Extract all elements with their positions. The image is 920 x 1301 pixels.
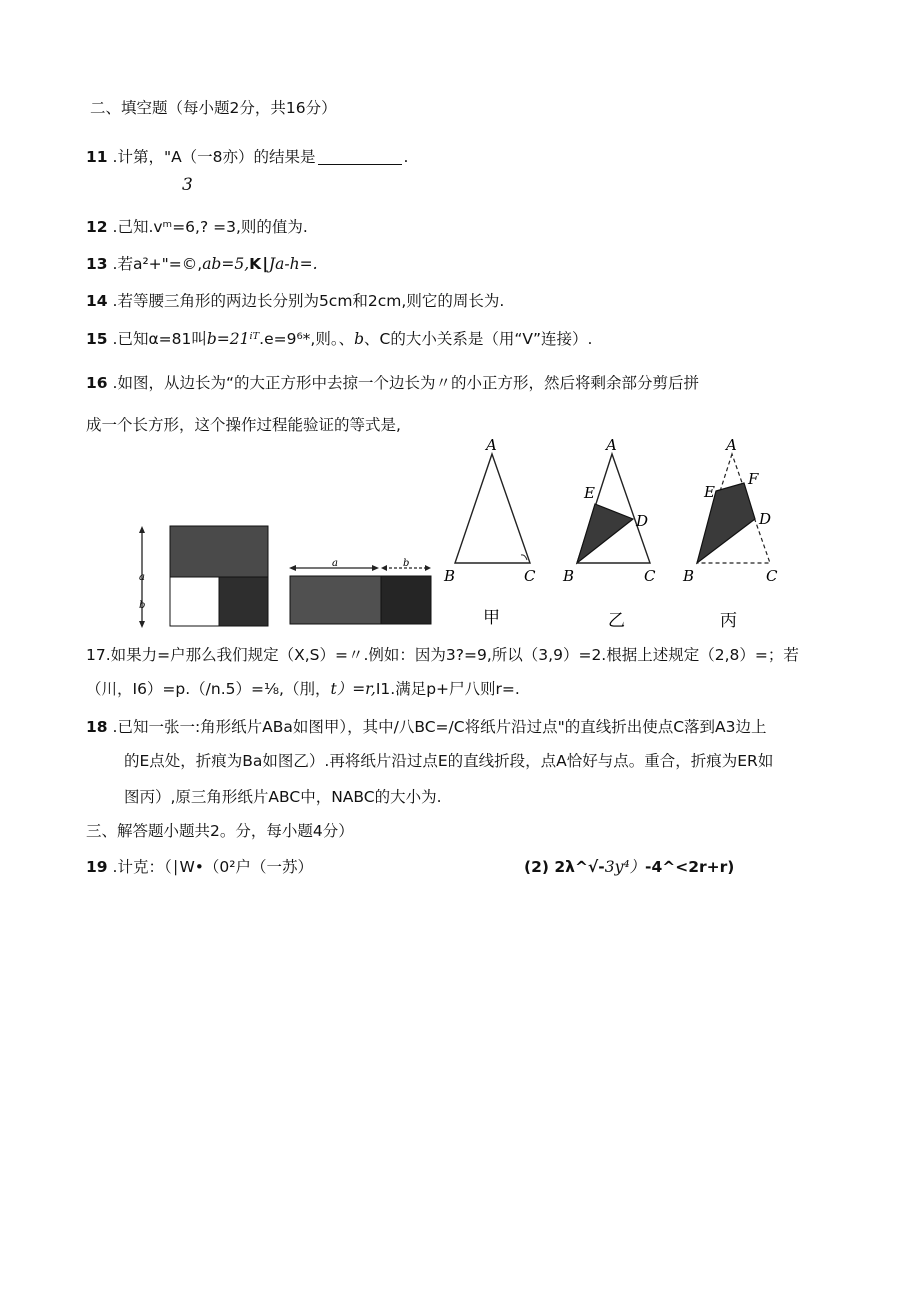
vertex-C: C: [524, 567, 536, 585]
question-number: 11: [86, 148, 108, 166]
svg-text:B: B: [683, 567, 695, 585]
svg-text:E: E: [584, 484, 595, 502]
vertex-B: B: [444, 567, 456, 585]
rect-part-b: [381, 576, 431, 624]
question-11-subscript: 3: [182, 175, 193, 195]
shaded-top-region: [170, 526, 268, 577]
svg-text:C: C: [766, 567, 778, 585]
rect-label-a: a: [332, 558, 338, 569]
question-13: 13 .若a²+"=©,ab=5,K∣Ja-h=.: [86, 255, 318, 273]
question-18-line3: 图丙）,原三角形纸片ABC中，NABC的大小为.: [124, 788, 442, 806]
triangle-jia: [440, 436, 560, 636]
rect-label-b: b: [403, 558, 410, 569]
question-17: 17.如果力=户那么我们规定（X,S）=〃.例如：因为3?=9,所以（3,9）=2.根据上述规定（2,8）=；若: [86, 646, 799, 664]
caption-bing: 丙: [720, 611, 737, 631]
side-label-a: a: [139, 572, 145, 583]
removed-small-square: [170, 577, 219, 626]
svg-text:C: C: [644, 567, 656, 585]
question-12: 12 .己知.vᵐ=6,? =3,则的值为.: [86, 218, 308, 236]
section-2-title: 二、填空题（每小题2分，共16分）: [90, 99, 337, 117]
shaded-bottom-region: [219, 577, 268, 626]
caption-yi: 乙: [608, 611, 625, 631]
answer-blank: [318, 164, 402, 165]
question-18-line2: 的E点处，折痕为Ba如图乙）.再将纸片沿过点E的直线折段，点A恰好与点。重合，折痕为ER如: [124, 752, 774, 770]
svg-text:D: D: [636, 512, 649, 530]
question-16-line2: 成一个长方形，这个操作过程能验证的等式是,: [86, 416, 401, 434]
question-15: 15 .已知α=81叫b=21ⁱᵀ.e=9⁶*,则。、b、C的大小关系是（用“V”连接）.: [86, 330, 593, 348]
rectangle-figure: [286, 556, 436, 628]
side-label-b: b: [139, 600, 146, 611]
svg-text:E: E: [704, 483, 715, 501]
question-11: 11 .计第，"A（一8亦）的结果是 .: [86, 148, 409, 166]
svg-text:A: A: [606, 436, 617, 454]
triangle-bing: [680, 436, 800, 636]
vertex-A: A: [486, 436, 497, 454]
triangle-yi: [560, 436, 680, 636]
caption-jia: 甲: [483, 608, 500, 628]
question-14: 14 .若等腰三角形的两边长分别为5cm和2cm,则它的周长为.: [86, 292, 505, 310]
question-17-line2: （川，I6）=p.（/n.5）=⅛,（刖，t）=r,I1.满足p+尸八则r=.: [86, 680, 520, 698]
question-16: 16 .如图，从边长为“的大正方形中去掠一个边长为〃的小正方形，然后将剩余部分剪后拼: [86, 374, 699, 392]
svg-text:F: F: [748, 470, 759, 488]
section-3-title: 三、解答题小题共2。分，每小题4分）: [86, 822, 354, 840]
svg-text:D: D: [759, 510, 772, 528]
question-18: 18 .已知一张一:角形纸片ABa如图甲），其中/八BC=/C将纸片沿过点"的直线折出使点C落到A3边上: [86, 718, 767, 736]
question-19: 19 .计克：（∣W•（0²户（一苏）: [86, 858, 313, 876]
rect-part-a: [290, 576, 381, 624]
svg-text:B: B: [563, 567, 575, 585]
svg-text:A: A: [726, 436, 737, 454]
folded-region: [577, 504, 633, 563]
question-19-part2: (2) 2λ^√-3y⁴）-4^<2r+r): [524, 858, 735, 876]
square-figure: [130, 522, 275, 630]
